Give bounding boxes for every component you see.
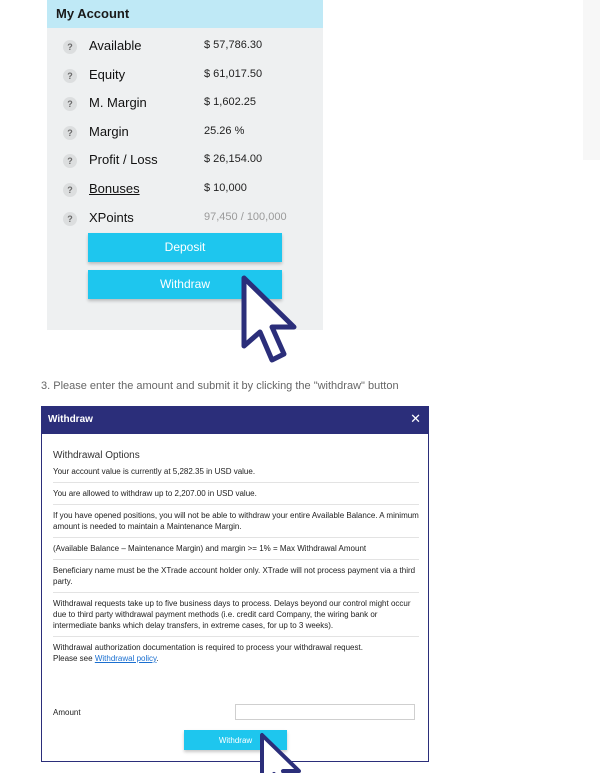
help-icon[interactable]: ?: [63, 183, 77, 197]
row-value: $ 10,000: [204, 182, 247, 194]
row-value: $ 1,602.25: [204, 96, 256, 108]
account-row-available: [47, 37, 323, 57]
opened-positions-text: If you have opened positions, you will not be able to withdraw your entire Available Balance. A minimum amount is needed to maintain a Maintenance Margin.: [53, 511, 419, 531]
withdrawal-policy-link[interactable]: Withdrawal policy: [94, 654, 157, 663]
amount-row: [53, 704, 419, 722]
beneficiary-text: Beneficiary name must be the XTrade account holder only. XTrade will not process payment via a third party.: [53, 566, 416, 586]
dialog-body: [53, 450, 419, 664]
help-icon[interactable]: ?: [63, 126, 77, 140]
policy-suffix: .: [156, 654, 159, 663]
processing-text: Withdrawal requests take up to five business days to process. Delays beyond our control might occur due to third party withdrawal payment methods (i.e. credit card Company, the wiring bank or intermediate banks which delay transfers, in extreme cases, for up to 3 weeks).: [53, 599, 411, 630]
row-label: XPoints: [89, 210, 134, 225]
row-label: Equity: [89, 67, 126, 82]
policy-prefix: Please see: [53, 654, 95, 663]
arrow-cursor-icon: [257, 732, 307, 773]
row-label: Profit / Loss: [89, 152, 158, 167]
allowed-text: You are allowed to withdraw up to 2,207.00 in USD value.: [53, 489, 257, 498]
help-icon[interactable]: ?: [63, 69, 77, 83]
row-value: $ 26,154.00: [204, 153, 263, 165]
divider: [53, 636, 419, 637]
policy-line: [53, 653, 419, 664]
help-icon[interactable]: ?: [63, 40, 77, 54]
help-icon[interactable]: ?: [63, 154, 77, 168]
account-row-bonuses: [47, 180, 323, 200]
bonuses-link[interactable]: Bonuses: [89, 181, 140, 196]
row-label: Margin: [89, 124, 129, 139]
help-icon[interactable]: ?: [63, 97, 77, 111]
account-row-m-margin: [47, 94, 323, 114]
account-value-text: Your account value is currently at 5,282.35 in USD value.: [53, 467, 256, 476]
dialog-title: Withdraw: [48, 414, 93, 425]
account-row-equity: [47, 66, 323, 86]
row-value: $ 57,786.30: [204, 39, 263, 51]
withdraw-button[interactable]: Withdraw: [88, 270, 282, 299]
options-heading: Withdrawal Options: [53, 450, 140, 461]
documentation-text: Withdrawal authorization documentation is required to process your withdrawal request.: [53, 643, 363, 652]
submit-withdraw-button[interactable]: Withdraw: [184, 730, 287, 750]
divider: [53, 504, 419, 505]
amount-label: Amount: [53, 708, 81, 717]
row-value: 97,450 / 100,000: [204, 211, 287, 223]
row-label: Available: [89, 38, 142, 53]
deposit-button[interactable]: Deposit: [88, 233, 282, 262]
side-panel-edge: [583, 0, 600, 160]
formula-text: (Available Balance – Maintenance Margin) and margin >= 1% = Max Withdrawal Amount: [53, 544, 367, 553]
account-row-xpoints: [47, 209, 323, 229]
instruction-text: 3. Please enter the amount and submit it by clicking the "withdraw" button: [41, 380, 399, 392]
help-icon[interactable]: ?: [63, 212, 77, 226]
dialog-header: [42, 407, 428, 434]
close-icon[interactable]: ✕: [410, 411, 421, 426]
arrow-cursor-icon: [238, 274, 310, 368]
account-row-margin: [47, 123, 323, 143]
divider: [53, 537, 419, 538]
account-title: My Account: [47, 0, 323, 28]
account-row-profit-loss: [47, 151, 323, 171]
row-value: $ 61,017.50: [204, 68, 263, 80]
row-value: 25.26 %: [204, 125, 245, 137]
withdraw-dialog: [41, 406, 429, 762]
divider: [53, 482, 419, 483]
divider: [53, 592, 419, 593]
amount-input[interactable]: [235, 704, 415, 720]
row-label: M. Margin: [89, 95, 147, 110]
divider: [53, 559, 419, 560]
